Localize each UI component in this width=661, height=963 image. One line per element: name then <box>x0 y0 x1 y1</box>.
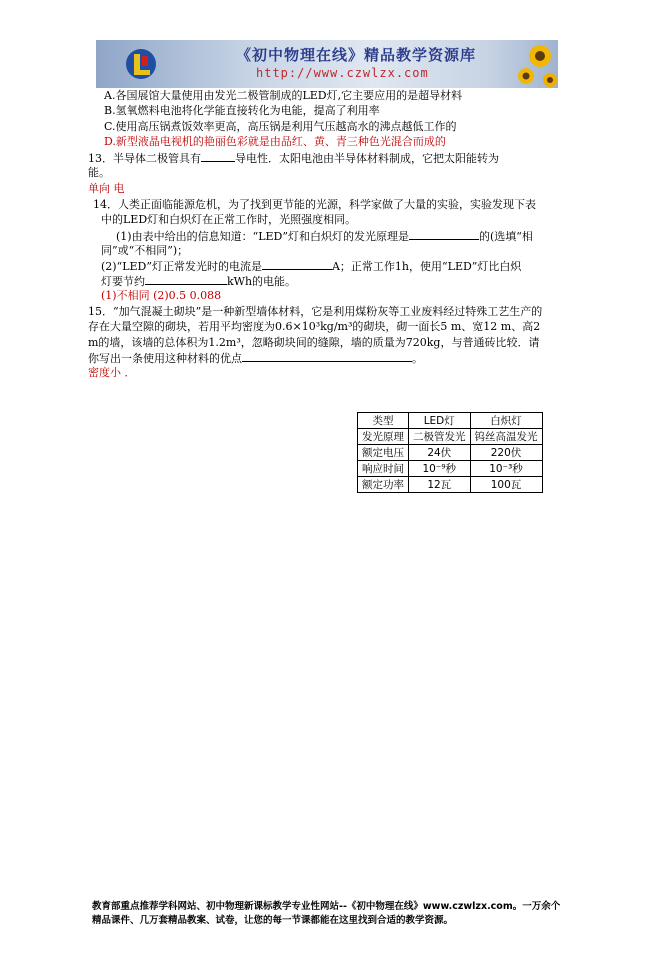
q15-blank <box>242 351 412 362</box>
q13-answer: 单向 电 <box>88 182 125 195</box>
sunflower-icon <box>518 40 558 88</box>
q13-line2: 能。 <box>88 166 110 179</box>
q14-p2-text-b: A；正常工作1h，使用“LED”灯比白炽 <box>331 260 522 273</box>
option-c: C.使用高压锅煮饭效率更高，高压锅是利用气压越高水的沸点越低工作的 <box>104 120 457 133</box>
table-cell: 钨丝高温发光 <box>470 429 542 445</box>
q13-text-a: 13．半导体二极管具有 <box>88 152 201 165</box>
q14-part2 <box>101 259 521 274</box>
table-cell: 24伏 <box>409 445 471 461</box>
q14-part1 <box>116 229 533 244</box>
table-cell: 220伏 <box>470 445 542 461</box>
table-cell: 100瓦 <box>470 477 542 493</box>
q14-p1-text-b: 的(选填“相 <box>478 230 533 243</box>
table-cell: 额定功率 <box>358 477 409 493</box>
option-b: B.氢氧燃料电池将化学能直接转化为电能，提高了利用率 <box>104 104 380 117</box>
q13-blank <box>201 151 235 162</box>
footer-line2: 精品课件、几万套精品教案、试卷，让您的每一节课都能在这里找到合适的教学资源。 <box>92 915 454 926</box>
q15-text-b: 。 <box>412 352 423 365</box>
q13-line1 <box>88 151 499 166</box>
table-cell: 12瓦 <box>409 477 471 493</box>
site-logo-icon <box>124 46 158 82</box>
q15-answer: 密度小 ． <box>88 366 136 379</box>
q14-answer: (1)不相同 (2)0.5 0.088 <box>101 289 222 302</box>
footer-line1: 教育部重点推荐学科网站、初中物理新课标教学专业性网站--《初中物理在线》www.czwlzx.com。一万余个 <box>92 901 561 912</box>
option-a: A.各国展馆大量使用由发光二极管制成的LED灯,它主要应用的是超导材料 <box>104 89 463 102</box>
q14-p1-text-a: (1)由表中给出的信息知道：“LED”灯和白炽灯的发光原理是 <box>116 230 409 243</box>
q14-line2: 中的LED灯和白炽灯在正常工作时，光照强度相同。 <box>101 213 357 226</box>
table-cell: LED灯 <box>409 413 471 429</box>
option-d: D.新型液晶电视机的艳丽色彩就是由品红、黄、青三种色光混合而成的 <box>104 135 446 148</box>
q14-line1: 14．人类正面临能源危机，为了找到更节能的光源，科学家做了大量的实验，实验发现下表 <box>93 198 536 211</box>
table-row <box>358 461 543 477</box>
table-cell: 额定电压 <box>358 445 409 461</box>
table-cell: 10⁻⁹秒 <box>409 461 471 477</box>
banner-title: 《初中物理在线》精品教学资源库 <box>236 46 477 64</box>
table-cell: 发光原理 <box>358 429 409 445</box>
q15-line3: m的墙，该墙的总体积为1.2m³，忽略砌块间的缝隙，墙的质量为720kg，与普通砖比较．请 <box>88 336 540 349</box>
banner-url[interactable]: http://www.czwlzx.com <box>256 66 429 80</box>
q15-line4 <box>88 351 423 366</box>
table-row <box>358 445 543 461</box>
comparison-table <box>357 412 543 493</box>
q14-part2-cont <box>101 274 296 289</box>
q15-line1: 15．“加气混凝土砌块”是一种新型墙体材料，它是利用煤粉灰等工业废料经过特殊工艺生产的 <box>88 305 543 318</box>
table-cell: 白炽灯 <box>470 413 542 429</box>
q13-text-b: 导电性．太阳电池由半导体材料制成，它把太阳能转为 <box>235 152 499 165</box>
q14-part1-cont: 同”或“不相同”)； <box>101 244 189 257</box>
q15-text-a: 你写出一条使用这种材料的优点 <box>88 352 242 365</box>
q14-p2-text-d: kWh的电能。 <box>227 275 297 288</box>
q14-p2-blank2 <box>145 274 227 285</box>
table-row <box>358 477 543 493</box>
q14-p2-blank1 <box>262 259 332 270</box>
table-cell: 响应时间 <box>358 461 409 477</box>
q14-p2-text-a: (2)“LED”灯正常发光时的电流是 <box>101 260 262 273</box>
q14-p2-text-c: 灯要节约 <box>101 275 145 288</box>
q14-p1-blank <box>409 229 479 240</box>
table-row <box>358 429 543 445</box>
table-cell: 类型 <box>358 413 409 429</box>
table-row <box>358 413 543 429</box>
table-cell: 二极管发光 <box>409 429 471 445</box>
table-cell: 10⁻³秒 <box>470 461 542 477</box>
header-banner <box>96 40 558 88</box>
q15-line2: 存在大量空隙的砌块，若用平均密度为0.6×10³kg/m³的砌块，砌一面长5 m、宽12 m、高2 <box>88 320 541 333</box>
